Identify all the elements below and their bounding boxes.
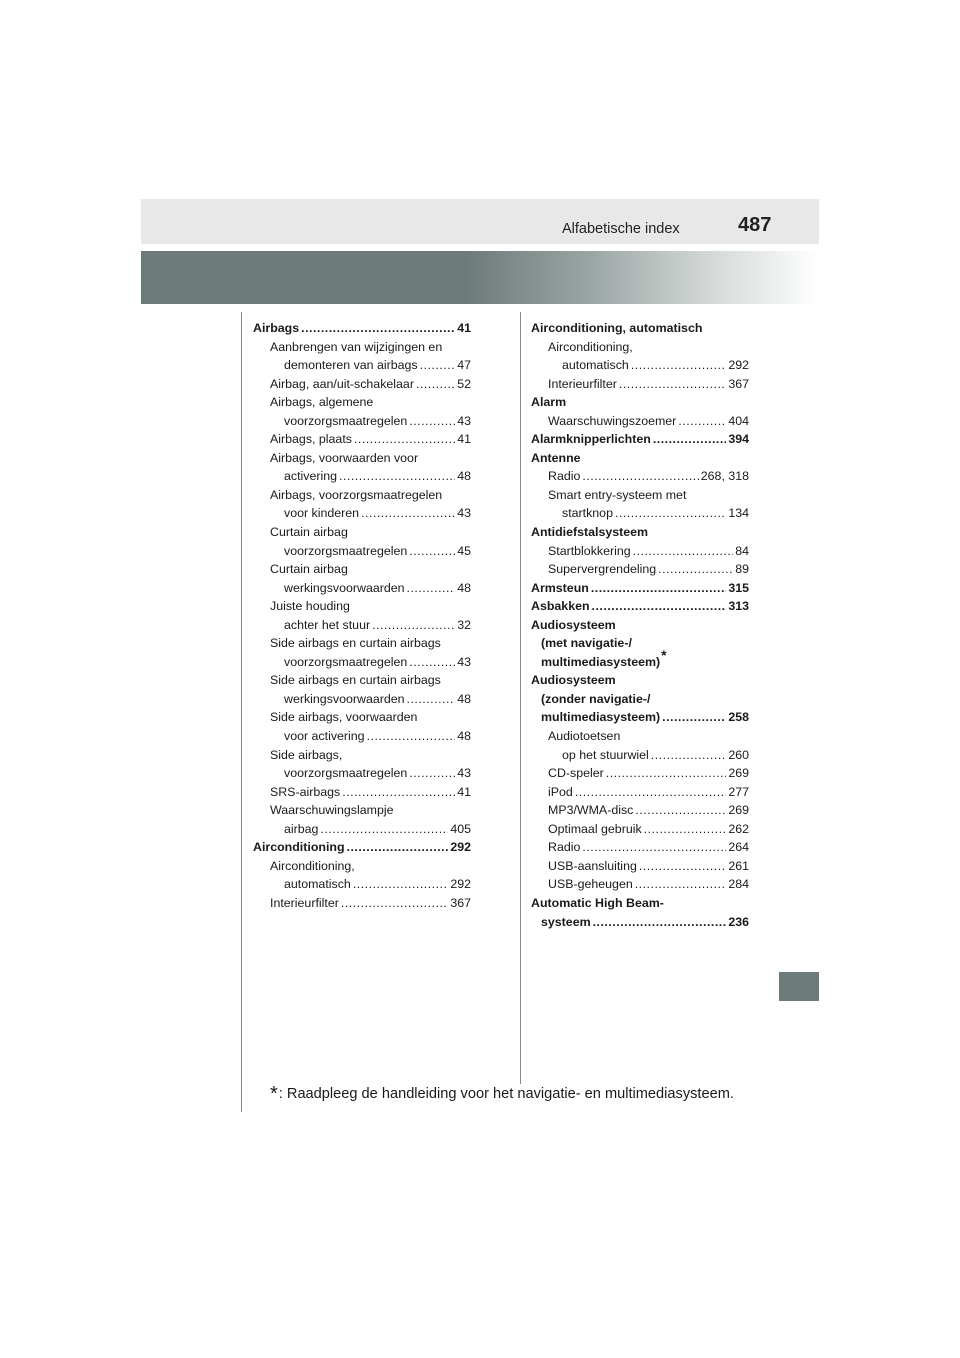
index-entry-line [253, 783, 471, 802]
index-term: werkingsvoorwaarden [284, 691, 405, 706]
index-entry-line [531, 708, 749, 727]
index-entry-line [531, 467, 749, 486]
dot-leader [367, 727, 456, 746]
index-term: Startblokkering [548, 543, 631, 558]
index-term: Waarschuwingslampje [270, 803, 394, 818]
index-entry-line [253, 523, 471, 542]
index-entry-line [531, 671, 749, 690]
index-entry [253, 338, 471, 375]
chapter-tab [779, 972, 819, 1001]
index-entry [531, 597, 749, 616]
index-entry [531, 449, 749, 468]
index-entry-line [531, 820, 749, 839]
page-reference: 48 [457, 580, 471, 595]
index-term: automatisch [562, 358, 629, 373]
index-term: Antidiefstalsysteem [531, 525, 649, 540]
index-entry-line [531, 597, 749, 616]
index-entry [531, 393, 749, 412]
index-term: Audiotoetsen [548, 729, 621, 744]
index-entry [531, 783, 749, 802]
index-term: Side airbags, [270, 747, 343, 762]
footnote [270, 1083, 734, 1106]
index-term: demonteren van airbags [284, 358, 418, 373]
page-reference: 41 [457, 321, 471, 335]
index-entry-line [531, 393, 749, 412]
index-entry-line [253, 764, 471, 783]
index-entry [253, 393, 471, 430]
index-column-left [253, 319, 471, 913]
index-term: SRS-airbags [270, 784, 341, 799]
dot-leader [644, 820, 727, 839]
index-term: Waarschuwingszoemer [548, 413, 677, 428]
page-title: Alfabetische index [562, 221, 680, 237]
index-entry [531, 338, 749, 375]
index-entry [531, 616, 749, 672]
index-entry-line [531, 913, 749, 932]
index-term: Supervergrendeling [548, 562, 657, 577]
index-entry-line [253, 820, 471, 839]
index-term: Airbags, voorwaarden voor [270, 450, 419, 465]
index-entry-line [531, 560, 749, 579]
index-entry [253, 319, 471, 338]
page-reference: 258 [728, 710, 749, 725]
index-entry [253, 375, 471, 394]
page-reference: 404 [728, 413, 749, 428]
index-term: Asbakken [531, 599, 590, 614]
index-term: voorzorgsmaatregelen [284, 413, 408, 428]
index-entry [531, 838, 749, 857]
index-entry [531, 671, 749, 727]
index-entry-line [253, 838, 471, 857]
index-term: Airbag, aan/uit-schakelaar [270, 376, 414, 391]
index-entry-line [253, 671, 471, 690]
index-term: Curtain airbag [270, 525, 348, 540]
page-reference: 48 [457, 729, 471, 744]
index-entry-line [253, 338, 471, 357]
index-term: multimediasysteem) [541, 654, 661, 669]
index-entry [253, 634, 471, 671]
index-entry-line [531, 616, 749, 635]
index-term: Audiosysteem [531, 673, 616, 688]
index-term: USB-aansluiting [548, 858, 637, 873]
footnote-marker: * [270, 1083, 278, 1105]
dot-leader [582, 467, 698, 486]
dot-leader [409, 653, 455, 672]
index-term: Airbags, plaats [270, 432, 352, 447]
dot-leader [353, 875, 449, 894]
dot-leader [582, 838, 726, 857]
index-term: Automatic High Beam- [531, 895, 664, 910]
footnote-text: : Raadpleeg de handleiding voor het navigatie- en multimediasysteem. [278, 1086, 734, 1102]
index-entry [531, 430, 749, 449]
index-entry [253, 857, 471, 894]
index-entry-line [253, 875, 471, 894]
index-entry-line [531, 356, 749, 375]
dot-leader [635, 875, 727, 894]
index-entry [253, 708, 471, 745]
page-number: 487 [738, 214, 772, 236]
dot-leader [615, 504, 726, 523]
index-term: Optimaal gebruik [548, 821, 642, 836]
page-reference: 52 [457, 376, 471, 391]
index-entry-line [253, 746, 471, 765]
index-entry [531, 560, 749, 579]
index-entry [253, 486, 471, 523]
index-entry-line [531, 412, 749, 431]
index-term: Airconditioning, [548, 339, 633, 354]
dot-leader [354, 430, 455, 449]
dot-leader [407, 690, 456, 709]
left-margin-rule [241, 312, 242, 1112]
page-reference: 43 [457, 506, 471, 521]
index-term: Aanbrengen van wijzigingen en [270, 339, 443, 354]
dot-leader [631, 356, 727, 375]
index-term: Smart entry-systeem met [548, 487, 687, 502]
index-entry-line [253, 467, 471, 486]
index-term: Audiosysteem [531, 617, 616, 632]
index-entry [253, 597, 471, 634]
page-reference: 89 [735, 562, 749, 577]
index-entry-line [253, 857, 471, 876]
dot-leader [347, 838, 449, 857]
index-term: Radio [548, 469, 581, 484]
page-reference: 268, 318 [700, 469, 749, 484]
page-reference: 48 [457, 691, 471, 706]
index-term: Airconditioning, [270, 858, 355, 873]
index-entry-line [253, 560, 471, 579]
index-term: airbag [284, 821, 319, 836]
index-entry-line [253, 356, 471, 375]
index-entry [253, 894, 471, 913]
index-entry-line [253, 634, 471, 653]
index-entry-line [531, 338, 749, 357]
index-entry [253, 838, 471, 857]
page-reference: 405 [450, 821, 471, 836]
index-entry-line [253, 449, 471, 468]
index-entry-line [253, 616, 471, 635]
header-band [141, 199, 819, 244]
index-entry [531, 412, 749, 431]
index-term: Radio [548, 840, 581, 855]
dot-leader [341, 894, 448, 913]
index-entry-line [531, 838, 749, 857]
index-entry [253, 449, 471, 486]
dot-leader [639, 857, 726, 876]
index-term: Airbags, algemene [270, 395, 374, 410]
dot-leader [662, 708, 726, 727]
index-entry-line [253, 690, 471, 709]
dot-leader [593, 913, 727, 932]
index-term: Juiste houding [270, 599, 350, 614]
index-term: voor activering [284, 729, 365, 744]
index-entry [531, 894, 749, 931]
index-entry [531, 857, 749, 876]
index-term: voorzorgsmaatregelen [284, 654, 408, 669]
dot-leader [678, 412, 726, 431]
dot-leader [651, 746, 727, 765]
index-entry-line [531, 727, 749, 746]
index-term: systeem [541, 914, 591, 929]
dot-leader [653, 430, 727, 449]
page-reference: 47 [457, 358, 471, 373]
index-term: Armsteun [531, 580, 589, 595]
dot-leader [409, 764, 455, 783]
dot-leader [635, 801, 726, 820]
index-entry-line [253, 579, 471, 598]
index-entry-line [531, 801, 749, 820]
index-term: MP3/WMA-disc [548, 803, 634, 818]
page-reference: 236 [728, 914, 749, 929]
page-reference: 43 [457, 413, 471, 428]
index-entry-line [253, 653, 471, 672]
index-term: voorzorgsmaatregelen [284, 543, 408, 558]
dot-leader [633, 542, 734, 561]
index-entry-line [531, 430, 749, 449]
index-entry-line [253, 597, 471, 616]
index-entry [531, 523, 749, 542]
index-term: (met navigatie-/ [541, 636, 632, 651]
page-reference: 315 [728, 580, 749, 595]
dot-leader [320, 820, 448, 839]
index-term: automatisch [284, 877, 351, 892]
index-entry [531, 875, 749, 894]
index-entry-line [531, 542, 749, 561]
dot-leader [658, 560, 733, 579]
index-entry-line [253, 504, 471, 523]
dot-leader [342, 783, 455, 802]
index-entry-line [531, 375, 749, 394]
index-entry-line [253, 486, 471, 505]
index-term: Side airbags en curtain airbags [270, 673, 441, 688]
index-term: achter het stuur [284, 617, 371, 632]
index-entry-line [531, 690, 749, 709]
index-entry-line [253, 412, 471, 431]
column-divider [520, 312, 521, 1084]
index-entry [531, 467, 749, 486]
page-reference: 32 [457, 617, 471, 632]
page-reference: 84 [735, 543, 749, 558]
dot-leader [606, 764, 727, 783]
index-entry [253, 560, 471, 597]
index-entry-line [253, 319, 471, 338]
index-entry-line [253, 708, 471, 727]
index-term: Airbags, voorzorgsmaatregelen [270, 487, 443, 502]
index-entry-line [531, 486, 749, 505]
page-reference: 41 [457, 784, 471, 799]
index-entry-line [253, 894, 471, 913]
page-reference: 292 [450, 877, 471, 892]
index-entry [531, 319, 749, 338]
index-column-right [531, 319, 749, 931]
index-entry-line [531, 746, 749, 765]
page-reference: 264 [728, 840, 749, 855]
index-term: Airconditioning [253, 840, 345, 855]
index-entry-line [531, 504, 749, 523]
index-term: (zonder navigatie-/ [541, 691, 651, 706]
index-term: Side airbags en curtain airbags [270, 636, 441, 651]
index-entry-line [531, 634, 749, 653]
index-entry [531, 542, 749, 561]
page-reference: 43 [457, 654, 471, 669]
index-entry-line [531, 783, 749, 802]
index-term: Alarmknipperlichten [531, 432, 651, 447]
dot-leader [592, 597, 727, 616]
index-term: Interieurfilter [548, 376, 617, 391]
section-banner [141, 251, 819, 304]
dot-leader [591, 579, 726, 598]
index-term: multimediasysteem) [541, 710, 661, 725]
index-term: Airconditioning, automatisch [531, 321, 703, 335]
index-entry [531, 820, 749, 839]
index-term: voor kinderen [284, 506, 360, 521]
dot-leader [619, 375, 726, 394]
index-entry-line [253, 430, 471, 449]
dot-leader [409, 542, 455, 561]
index-term: Alarm [531, 395, 567, 410]
page-reference: 260 [728, 747, 749, 762]
index-entry-line [253, 801, 471, 820]
index-entry-line [531, 857, 749, 876]
index-entry [531, 801, 749, 820]
dot-leader [372, 616, 455, 635]
dot-leader [301, 319, 455, 338]
index-entry-line [253, 393, 471, 412]
dot-leader [407, 579, 456, 598]
dot-leader [416, 375, 455, 394]
page-reference: 284 [728, 877, 749, 892]
page-reference: 45 [457, 543, 471, 558]
dot-leader [339, 467, 455, 486]
index-term: Interieurfilter [270, 895, 339, 910]
page-reference: 48 [457, 469, 471, 484]
index-entry [253, 746, 471, 783]
index-entry-line [253, 727, 471, 746]
page-reference: 292 [450, 840, 471, 855]
index-entry [531, 579, 749, 598]
index-entry-line [531, 523, 749, 542]
index-entry-line [531, 894, 749, 913]
dot-leader [575, 783, 727, 802]
footnote-star: * [661, 646, 667, 663]
index-entry-line [253, 542, 471, 561]
index-entry-line [253, 375, 471, 394]
index-entry-line [531, 875, 749, 894]
index-term: op het stuurwiel [562, 747, 649, 762]
dot-leader [361, 504, 455, 523]
index-entry-line [531, 646, 749, 672]
page-reference: 41 [457, 432, 471, 447]
page-reference: 394 [728, 432, 749, 447]
page-reference: 134 [728, 506, 749, 521]
dot-leader [409, 412, 455, 431]
dot-leader [420, 356, 456, 375]
page-reference: 367 [450, 895, 471, 910]
page-reference: 43 [457, 766, 471, 781]
index-entry-line [531, 764, 749, 783]
index-term: Curtain airbag [270, 562, 348, 577]
index-entry-line [531, 319, 749, 338]
index-entry [253, 671, 471, 708]
index-entry-line [531, 579, 749, 598]
page-reference: 269 [728, 803, 749, 818]
index-entry [253, 523, 471, 560]
index-entry [253, 801, 471, 838]
page-reference: 313 [728, 599, 749, 614]
index-entry [531, 375, 749, 394]
index-term: Antenne [531, 450, 581, 465]
index-term: voorzorgsmaatregelen [284, 766, 408, 781]
index-entry [531, 764, 749, 783]
index-term: Airbags [253, 321, 300, 335]
index-term: USB-geheugen [548, 877, 633, 892]
index-entry [253, 783, 471, 802]
page-reference: 277 [728, 784, 749, 799]
index-term: CD-speler [548, 766, 604, 781]
index-entry [253, 430, 471, 449]
index-term: iPod [548, 784, 573, 799]
page-reference: 261 [728, 858, 749, 873]
index-term: activering [284, 469, 338, 484]
index-entry [531, 486, 749, 523]
page-reference: 367 [728, 376, 749, 391]
page-reference: 269 [728, 766, 749, 781]
index-entry-line [531, 449, 749, 468]
page-reference: 262 [728, 821, 749, 836]
index-term: Side airbags, voorwaarden [270, 710, 418, 725]
page-reference: 292 [728, 358, 749, 373]
index-entry [531, 727, 749, 764]
index-term: startknop [562, 506, 613, 521]
index-term: werkingsvoorwaarden [284, 580, 405, 595]
